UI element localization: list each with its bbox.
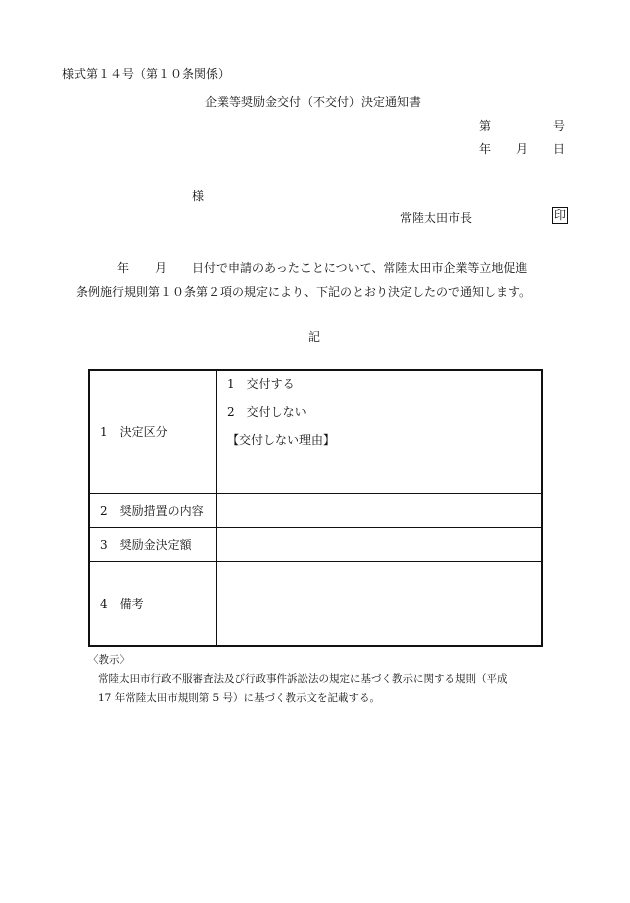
- body-line2: 条例施行規則第１０条第２項の規定により、下記のとおり決定したので通知します。: [76, 285, 532, 299]
- addressee-suffix: 様: [192, 189, 205, 203]
- table-row: [89, 527, 542, 561]
- issuer-name: 常陸太田市長: [400, 211, 473, 225]
- body-line1: 日付で申請のあったことについて、常陸太田市企業等立地促進: [192, 261, 528, 275]
- row-label-measures: 2 奨励措置の内容: [89, 493, 217, 527]
- ki-heading: 記: [308, 330, 321, 344]
- option-reason: 【交付しない理由】: [227, 433, 336, 447]
- notice-line1: 常陸太田市行政不服審査法及び行政事件訴訟法の規定に基づく教示に関する規則（平成: [98, 673, 508, 685]
- row-label-amount: 3 奨励金決定額: [89, 527, 217, 561]
- table-row: [89, 370, 542, 493]
- body-year: 年: [117, 261, 130, 275]
- remarks-value: [217, 561, 543, 646]
- document-title: 企業等奨励金交付（不交付）決定通知書: [205, 95, 422, 109]
- date-month: 月: [516, 142, 529, 156]
- decision-options: [217, 370, 543, 493]
- date-day: 日: [553, 142, 566, 156]
- option-no-grant: 2 交付しない: [227, 405, 307, 419]
- amount-value: [217, 527, 543, 561]
- doc-number-dai: 第: [479, 119, 492, 133]
- seal-mark: 印: [554, 208, 567, 222]
- form-number: 様式第１４号（第１０条関係）: [62, 67, 231, 81]
- measures-value: [217, 493, 543, 527]
- option-grant: 1 交付する: [227, 377, 295, 391]
- body-month: 月: [155, 261, 168, 275]
- decision-table: [88, 369, 543, 647]
- notice-heading: 〈教示〉: [88, 654, 130, 666]
- row-label-decision: 1 決定区分: [89, 370, 217, 493]
- notice-line2: 17 年常陸太田市規則第 5 号）に基づく教示文を記載する。: [98, 692, 381, 704]
- date-year: 年: [479, 142, 492, 156]
- doc-number-go: 号: [553, 119, 566, 133]
- table-row: [89, 493, 542, 527]
- table-row: [89, 561, 542, 646]
- row-label-remarks: 4 備考: [89, 561, 217, 646]
